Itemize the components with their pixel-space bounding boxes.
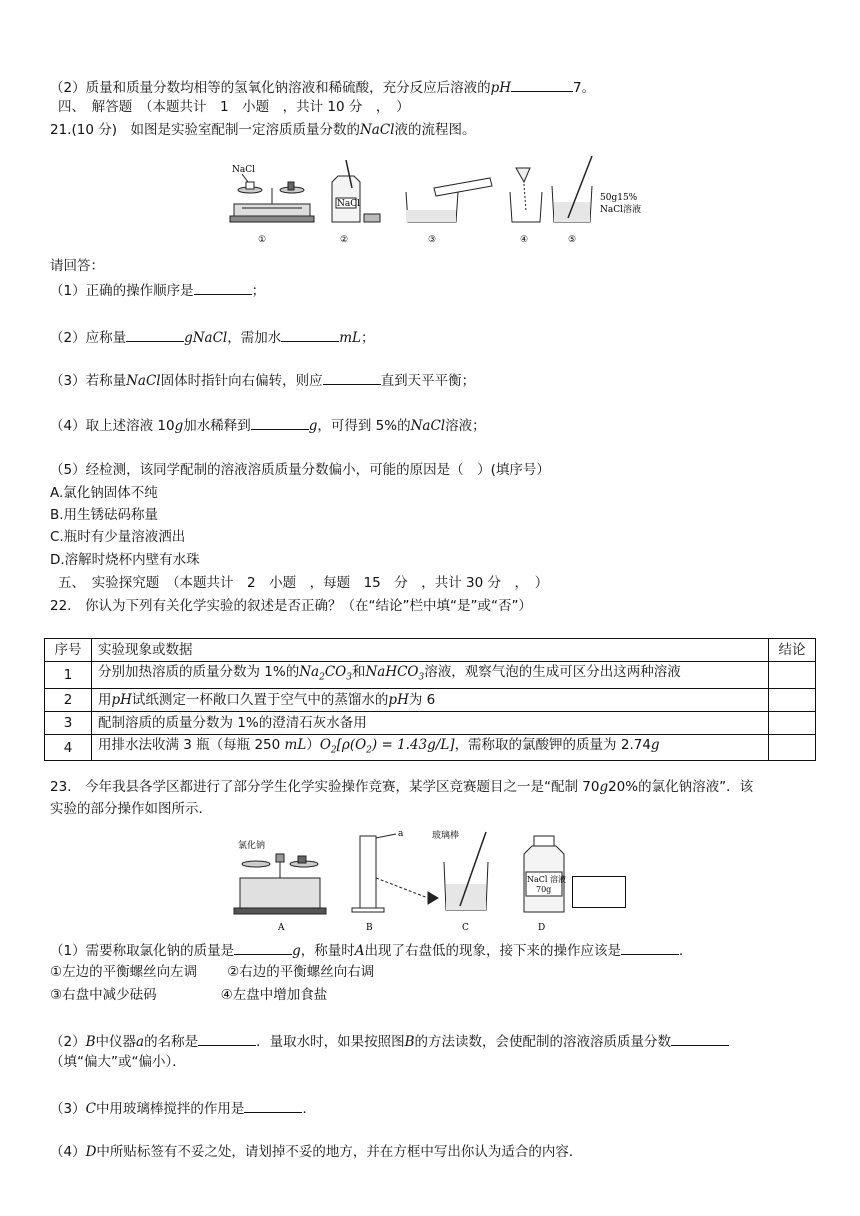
row-content: 配制溶质的质量分数为 1%的澄清石灰水备用 — [92, 711, 769, 734]
reagent-bottle-icon — [524, 836, 564, 912]
section-4-heading: 四、 解答题 （本题共计 1 小题 ，共计 10 分 ， ） — [58, 99, 410, 115]
cylinder-label-a: a — [398, 829, 404, 839]
rod-label: 玻璃棒 — [432, 831, 460, 841]
table-row — [45, 734, 816, 761]
conclusion-cell[interactable] — [769, 711, 816, 734]
answer-blank[interactable] — [511, 77, 573, 92]
q21-stem: 21.(10 分) 如图是实验室配制一定溶质质量分数的NaCl液的流程图。 — [50, 122, 476, 138]
row-no: 3 — [45, 711, 92, 734]
q23-stem-line2: 实验的部分操作如图所示． — [50, 801, 212, 817]
q22-stem: 22. 你认为下列有关化学实验的叙述是否正确？（在“结论”栏中填“是”或“否”） — [50, 598, 532, 614]
nacl-label: NaCl — [232, 165, 256, 175]
answer-blank[interactable] — [671, 1031, 729, 1046]
row-no: 1 — [45, 662, 92, 689]
row-content: 分别加热溶质的质量分数为 1%的$Na_2CO_3$和NaHCO$_3$溶液，观察气泡的生成可区分出这两种溶液 — [92, 662, 769, 689]
q21-procedure-figure — [228, 152, 644, 248]
q23-options-row2: ③右盘中减少砝码 ④左盘中增加食盐 — [50, 987, 328, 1003]
fig-letter: A — [278, 923, 285, 933]
option-d: D.溶解时烧杯内壁有水珠 — [50, 552, 200, 568]
q21-prompt: 请回答： — [50, 258, 104, 274]
answer-blank[interactable] — [251, 415, 309, 430]
step-num: ④ — [520, 235, 529, 245]
conclusion-cell[interactable] — [769, 662, 816, 689]
row-no: 4 — [45, 734, 92, 761]
fig-letter: C — [462, 923, 469, 933]
q23-stem-line1: 23. 今年我县各学区都进行了部分学生化学实验操作竞赛，某学区竞赛题目之一是“配制 70g20%的氯化钠溶液”．该 — [50, 779, 754, 795]
table-row — [45, 662, 816, 689]
step-num: ① — [258, 235, 267, 245]
graduated-cylinder-icon — [352, 834, 438, 912]
q21-part4: （4）取上述溶液 10g加水稀释到 g，可得到 5%的NaCl溶液； — [50, 415, 486, 435]
fig-letter: B — [366, 923, 373, 933]
option-b: B.用生锈砝码称量 — [50, 507, 159, 523]
conclusion-cell[interactable] — [769, 734, 816, 761]
q21-part5: （5）经检测，该同学配制的溶液溶质质量分数偏小，可能的原因是（ ）(填序号） — [50, 462, 550, 478]
step-num: ② — [340, 235, 349, 245]
q23-procedure-figure — [232, 826, 572, 934]
bottle-label: NaCl 溶液 — [527, 875, 566, 884]
q23-options-row1: ①左边的平衡螺丝向左调 ②右边的平衡螺丝向右调 — [50, 964, 375, 980]
q21-part1: （1）正确的操作顺序是 ； — [50, 280, 265, 300]
header-content: 实验现象或数据 — [92, 639, 769, 662]
stirring-icon — [444, 832, 488, 910]
answer-blank[interactable] — [194, 280, 252, 295]
solution-label-1: 50g15% — [600, 193, 638, 203]
answer-blank[interactable] — [323, 370, 381, 385]
answer-box[interactable] — [572, 876, 626, 908]
q23-part1: （1）需要称取氯化钠的质量是 g，称量时A出现了右盘低的现象，接下来的操作应该是 ． — [50, 940, 693, 960]
step-num: ⑤ — [568, 235, 577, 245]
header-no: 序号 — [45, 639, 92, 662]
q21-part2: （2）应称量 gNaCl，需加水 mL； — [50, 327, 375, 347]
pouring-icon — [406, 178, 492, 222]
q23-part2-line1: （2）B中仪器a的名称是 ．量取水时，如果按照图B的方法读数，会使配制的溶液溶质质量分数 — [50, 1031, 729, 1051]
answer-blank[interactable] — [621, 940, 679, 955]
header-conclusion: 结论 — [769, 639, 816, 662]
answer-blank[interactable] — [281, 327, 339, 342]
balance-icon — [230, 182, 314, 222]
q23-part4: （4）D中所贴标签有不妥之处，请划掉不妥的地方，并在方框中写出你认为适合的内容． — [50, 1144, 583, 1160]
table-header-row — [45, 639, 816, 662]
table-row — [45, 688, 816, 711]
stirring-icon — [552, 156, 592, 222]
option-c: C.瓶时有少量溶液洒出 — [50, 529, 186, 545]
q21-part3: （3）若称量NaCl固体时指针向右偏转，则应 直到天平平衡； — [50, 370, 475, 390]
q23-part2-line2: （填“偏大”或“偏小）． — [50, 1054, 186, 1070]
nacl-label: 氯化钠 — [238, 841, 266, 851]
answer-blank[interactable] — [234, 940, 292, 955]
conclusion-cell[interactable] — [769, 688, 816, 711]
answer-blank[interactable] — [198, 1031, 256, 1046]
fig-letter: D — [538, 923, 546, 933]
bottle-label: NaCl — [337, 199, 361, 209]
q20-part2: （2）质量和质量分数均相等的氢氧化钠溶液和稀硫酸，充分反应后溶液的pH 7。 — [50, 77, 595, 97]
bottle-mass: 70g — [536, 885, 552, 894]
balance-icon — [234, 854, 326, 914]
answer-blank[interactable] — [244, 1098, 302, 1113]
reagent-bottle-icon — [332, 160, 380, 222]
row-content: 用排水法收满 3 瓶（每瓶 250 $mL)O_2[\rho(O_2) = 1.43g/L]$，需称取的氯酸钾的质量为 2.74g — [92, 734, 769, 761]
solid-pouring-icon — [510, 168, 542, 222]
solution-label-2: NaCl溶液 — [600, 205, 642, 215]
option-a: A.氯化钠固体不纯 — [50, 485, 158, 501]
q22-table — [44, 638, 816, 761]
table-row — [45, 711, 816, 734]
step-num: ③ — [428, 235, 437, 245]
answer-blank[interactable] — [126, 327, 184, 342]
section-5-heading: 五、 实验探究题 （本题共计 2 小题 ，每题 15 分 ，共计 30 分 ， ） — [58, 575, 549, 591]
row-content: 用pH试纸测定一杯敞口久置于空气中的蒸馏水的pH为 6 — [92, 688, 769, 711]
q23-part3: （3）C中用玻璃棒搅拌的作用是 ． — [50, 1098, 316, 1118]
row-no: 2 — [45, 688, 92, 711]
